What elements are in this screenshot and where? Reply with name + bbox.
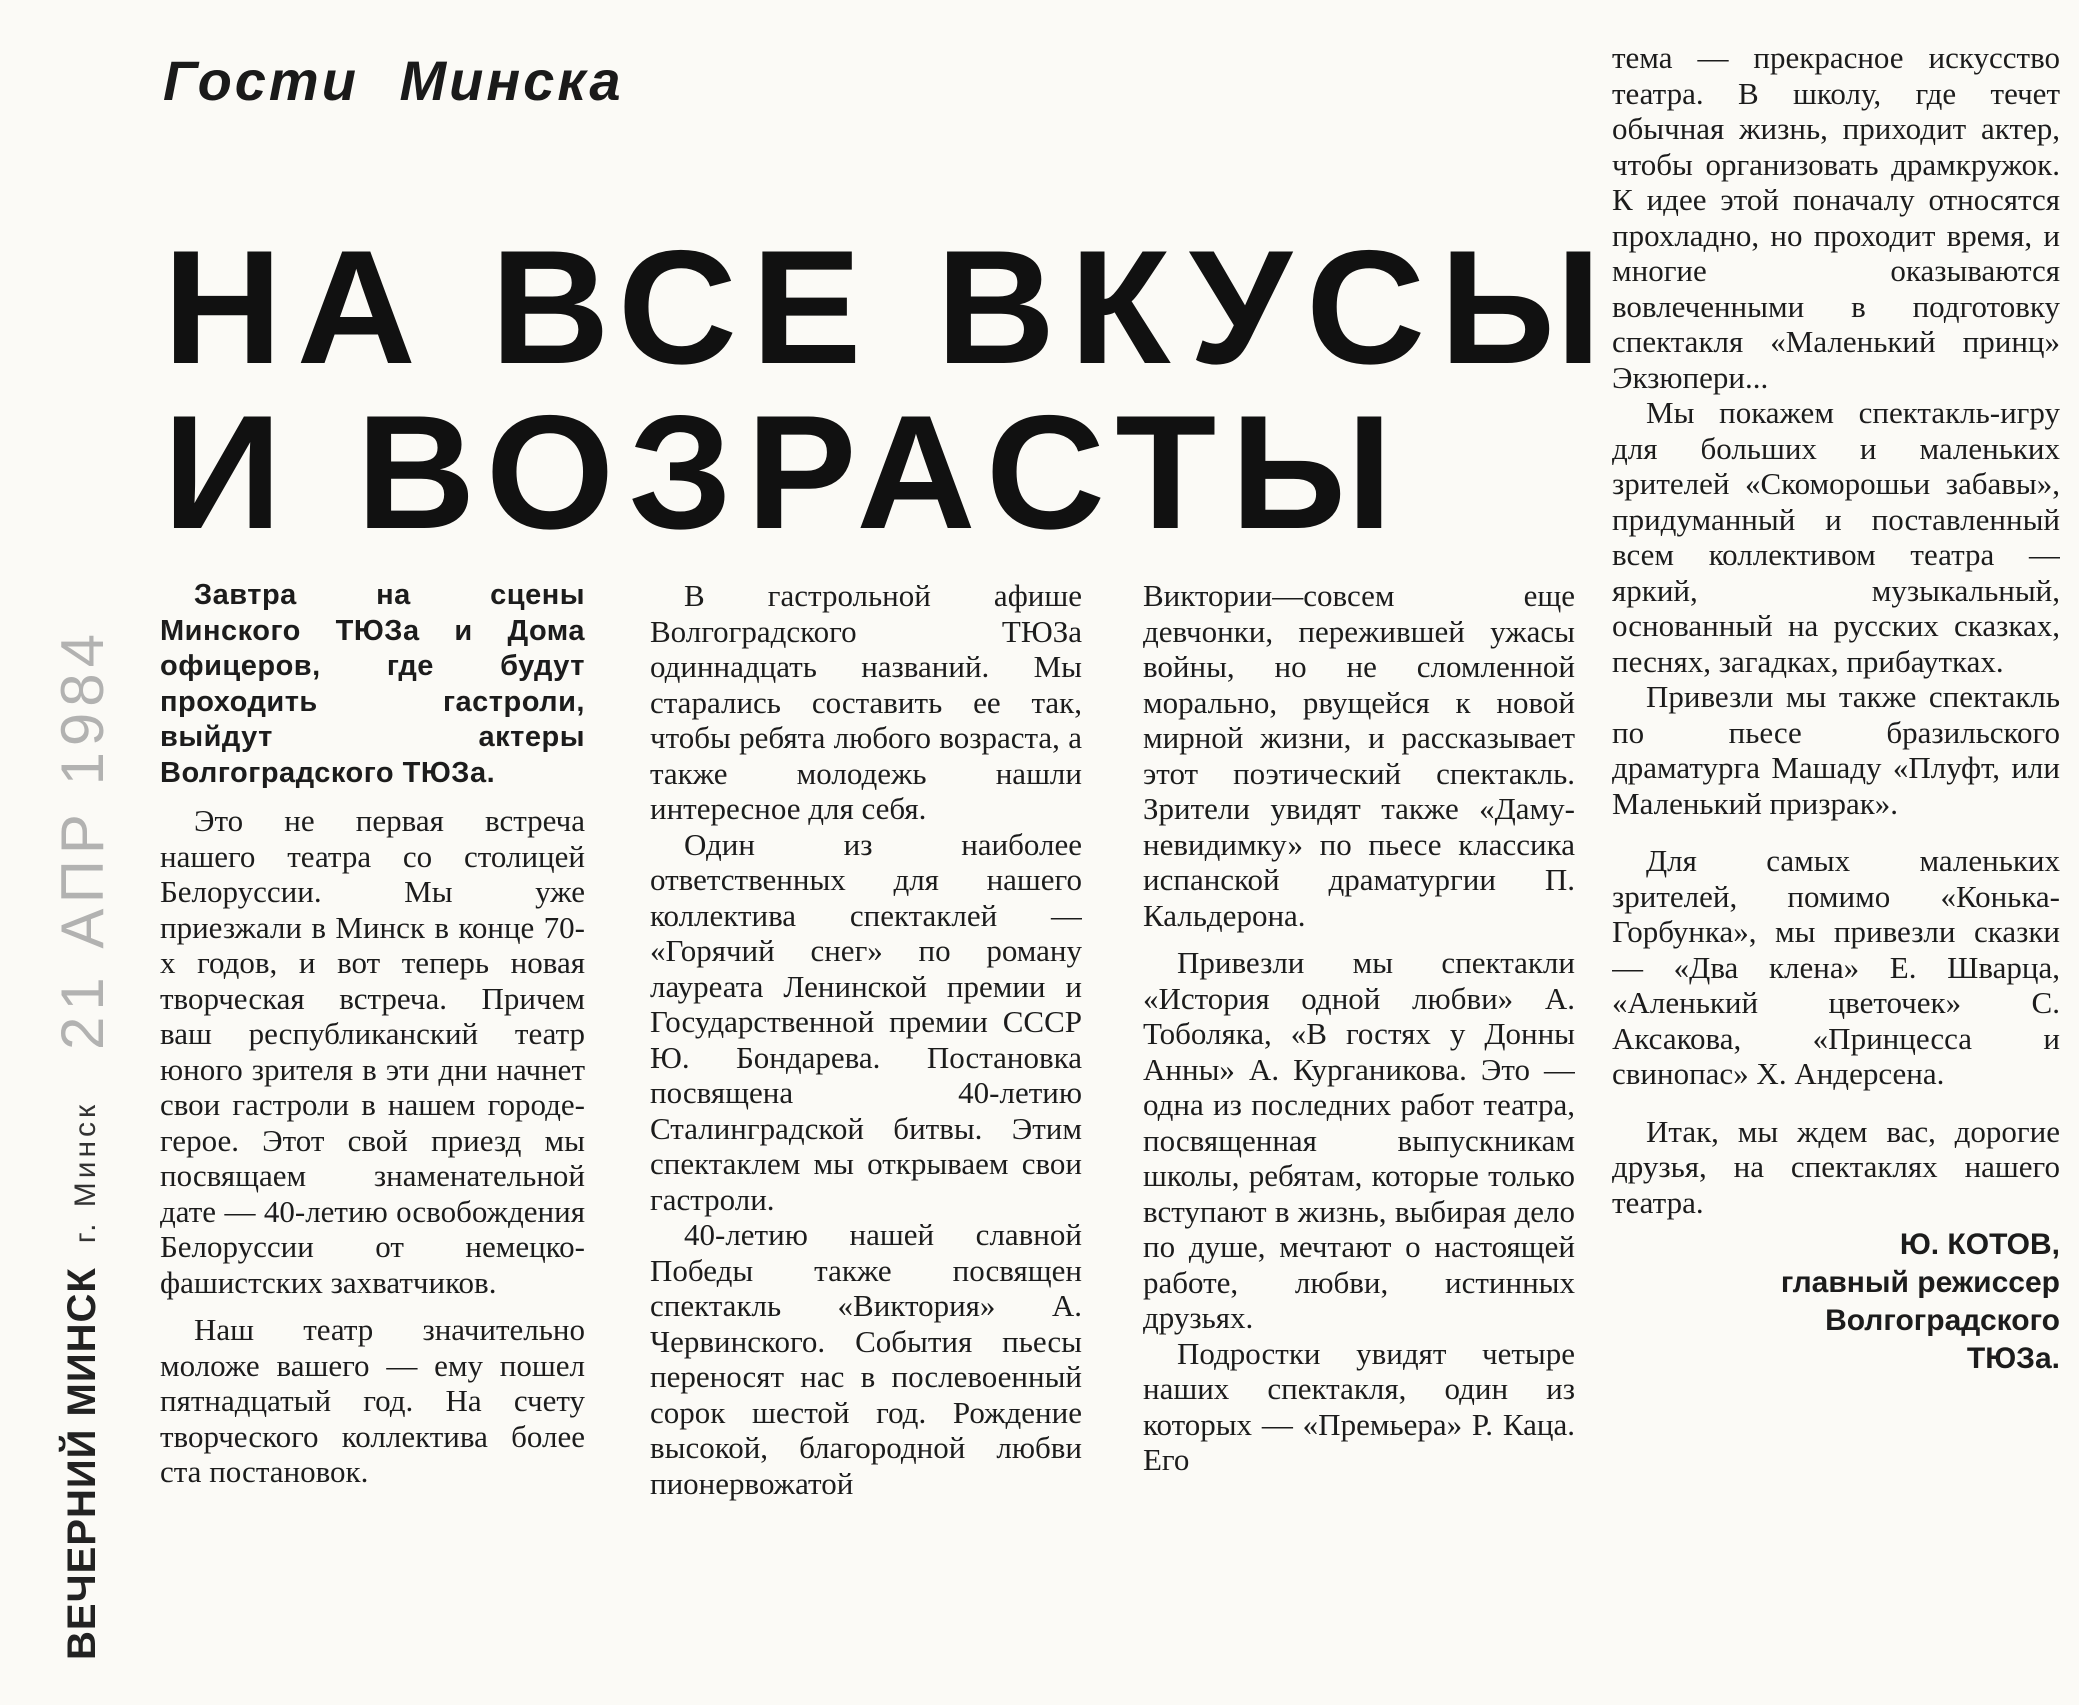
signature <box>1612 1226 2060 1378</box>
article-column-4 <box>1612 40 2060 1660</box>
article-column-2 <box>650 578 1082 1608</box>
newspaper-name: ВЕЧЕРНИЙ МИНСК <box>60 1267 104 1660</box>
paragraph: В гастрольной афише Волгоградского ТЮЗа одиннадцать названий. Мы старались составить ее так, чтобы ребята любого возраста, а также молодежь нашли интересное для себя. <box>650 578 1082 826</box>
newspaper-city: г. Минск <box>69 1100 102 1244</box>
paragraph: Это не первая встреча нашего театра со столицей Белоруссии. Мы уже приезжали в Минск в конце 70-х годов, и вот теперь новая творческая встреча. Причем ваш республиканский театр юного зрителя в эти дни начнет свои гастроли в нашем городе-герое. Этот свой приезд мы посвящаем знаменательной дате — 40-летию освобождения Белоруссии от немецко-фашистских захватчиков. <box>160 803 585 1300</box>
paragraph: Подростки увидят четыре наших спектакля, один из которых — «Премьера» Р. Каца. Его <box>1143 1335 1575 1477</box>
paragraph: Мы покажем спектакль-игру для больших и маленьких зрителей «Скоморошьи забавы», придуманный и поставленный всем коллективом театра — яркий, музыкальный, основанный на русских сказках, песнях, загадках, прибаутках. <box>1612 395 2060 679</box>
rubric: Гости Минска <box>163 49 624 112</box>
paragraph: 40-летию нашей славной Победы также посвящен спектакль «Виктория» А. Червинского. События пьесы переносят нас в послевоенный сорок шестой год. Рождение высокой, благородной любви пионервожатой <box>650 1217 1082 1501</box>
paragraph: Виктории—совсем еще девчонки, пережившей ужасы войны, но не сломленной морально, рвущейся к новой мирной жизни, и рассказывает этот поэтический спектакль. Зрители увидят также «Даму-невидимку» по пьесе классика испанской драматургии П. Кальдерона. <box>1143 578 1575 933</box>
paragraph: тема — прекрасное искусство театра. В школу, где течет обычная жизнь, приходит актер, чтобы организовать драмкружок. К идее этой поначалу относятся прохладно, но проходит время, и многие оказываются вовлеченными в подготовку спектакля «Маленький принц» Экзюпери... <box>1612 40 2060 395</box>
paragraph: Для самых маленьких зрителей, помимо «Конька-Горбунка», мы привезли сказки — «Два клена» Е. Шварца, «Аленький цветочек» С. Аксакова, «Принцесса и свинопас» Х. Андерсена. <box>1612 843 2060 1091</box>
paragraph: Привезли мы спектакли «История одной любви» А. Тоболяка, «В гостях у Донны Анны» А. Курганикова. Это — одна из последних работ театра, посвященная выпускникам школы, ребятам, которые только вступают в жизнь, выбирая дело по душе, мечтают о настоящей работе, любви, истинных друзьях. <box>1143 945 1575 1335</box>
author-position: главный режиссер <box>1780 1266 2060 1299</box>
date-stamp: 21 АПР 1984 <box>49 627 116 1050</box>
paragraph: Итак, мы ждем вас, дорогие друзья, на спектаклях нашего театра. <box>1612 1113 2060 1220</box>
paragraph: Привезли мы также спектакль по пьесе бразильского драматурга Машаду «Плуфт, или Маленький призрак». <box>1612 679 2060 821</box>
article-column-1 <box>160 578 585 1608</box>
article-column-3 <box>1143 578 1575 1608</box>
author-name: Ю. КОТОВ, <box>1899 1228 2060 1261</box>
newspaper-credit <box>60 1101 105 1660</box>
headline-line-1: НА ВСЕ ВКУСЫ <box>163 217 1616 398</box>
paragraph: Один из наиболее ответственных для нашего коллектива спектаклей — «Горячий снег» по роману лауреата Ленинской премии и Государственной премии СССР Ю. Бондарева. Постановка посвящена 40-летию Сталинградской битвы. Этим спектаклем мы открываем свои гастроли. <box>650 826 1082 1217</box>
lead-paragraph: Завтра на сцены Минского ТЮЗа и Дома офицеров, где будут проходить гастроли, выйдут актеры Волгоградского ТЮЗа. <box>160 579 585 789</box>
paragraph: Наш театр значительно моложе вашего — ему пошел пятнадцатый год. На счету творческого коллектива более ста постановок. <box>160 1312 585 1489</box>
author-organization: Волгоградского <box>1825 1304 2060 1337</box>
headline-line-2: И ВОЗРАСТЫ <box>163 382 1407 563</box>
author-organization-short: ТЮЗа. <box>1966 1342 2060 1375</box>
